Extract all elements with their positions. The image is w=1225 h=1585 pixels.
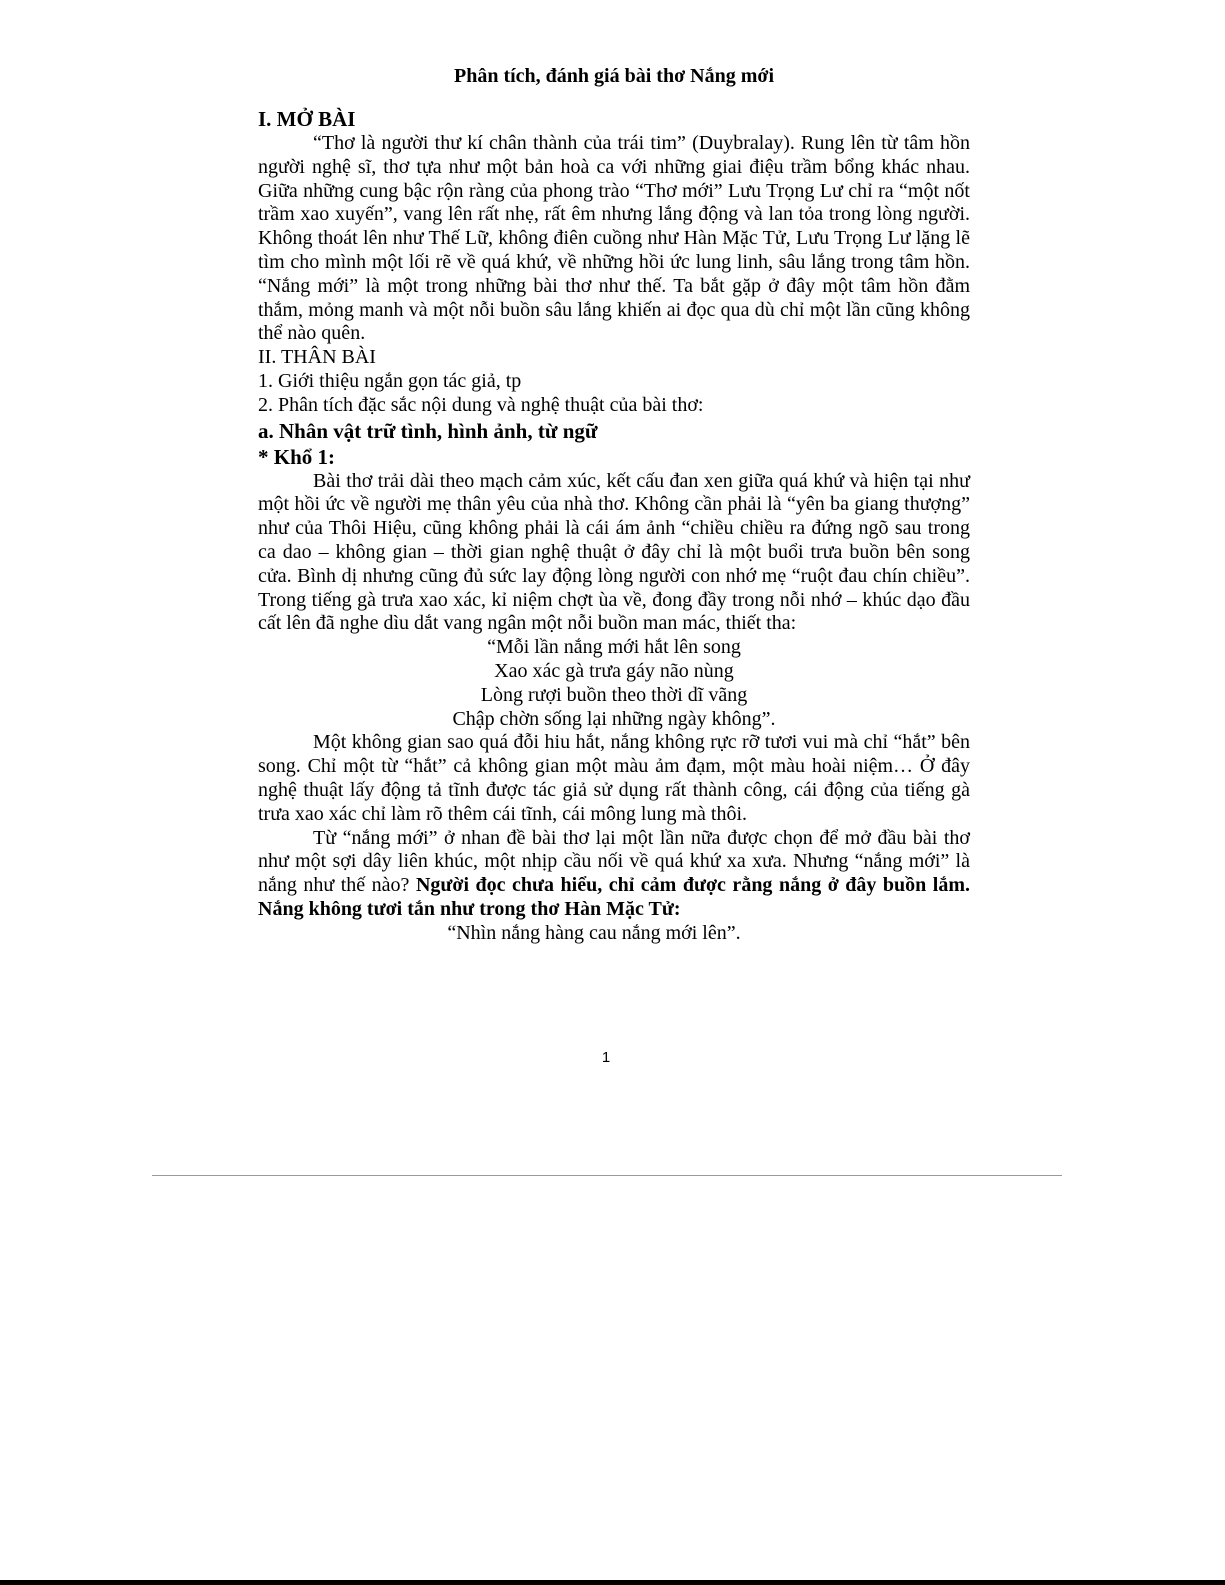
paragraph-nang-moi-text: Từ “nắng mới” ở nhan đề bài thơ lại một lần nữa được chọn để mở đầu bài thơ như một sợi dây liên khúc, một nhịp cầu nối về quá khứ xa xưa. Nhưng “nắng mới” là nắng như thế nào?	[258, 826, 970, 897]
section-heading-than-bai: II. THÂN BÀI	[258, 346, 376, 369]
page-number: 1	[601, 1049, 611, 1066]
section-heading-mo-bai: I. MỞ BÀI	[258, 107, 356, 131]
paragraph-kho-1: Bài thơ trải dài theo mạch cảm xúc, kết cấu đan xen giữa quá khứ và hiện tại như một hồi ức về người mẹ thân yêu của nhà thơ. Không cần phải là “yên ba giang thượng” như của Thôi Hiệu, cũng không phải là cái ám ảnh “chiều chiều ra đứng ngõ sau trong ca dao – không gian – thời gian nghệ thuật ở đây chỉ là một buổi trưa buồn bên song cửa. Bình dị nhưng cũng đủ sức lay động lòng người con nhớ mẹ “ruột đau chín chiều”. Trong tiếng gà trưa xao xác, kỉ niệm chợt ùa về, đong đầy trong nỗi nhớ – khúc dạo đầu cất lên đã nghe dìu dắt vang ngân một nỗi buồn man mác, thiết tha:	[258, 469, 970, 635]
poem-line: “Mỗi lần nắng mới hắt lên song	[487, 636, 741, 659]
poem-line: Chập chờn sống lại những ngày không”.	[452, 707, 776, 730]
stanza-heading-kho-1: * Khổ 1:	[258, 444, 336, 469]
bottom-border	[0, 1580, 1225, 1585]
paragraph-nang-moi	[258, 827, 970, 922]
paragraph-after-poem: Một không gian sao quá đỗi hiu hắt, nắng không rực rỡ tươi vui mà chỉ “hắt” bên song. Chỉ một từ “hắt” cả không gian một màu ảm đạm, một màu hoài niệm… Ở đây nghệ thuật lấy động tả tĩnh được tác giả sử dụng rất thành công, cái động của tiếng gà trưa xao xác chỉ làm rõ thêm cái tĩnh, cái mông lung mà thôi.	[258, 731, 970, 825]
page-divider	[152, 1175, 1062, 1176]
document-title: Phân tích, đánh giá bài thơ Nắng mới	[454, 65, 774, 87]
poem-quote	[258, 636, 970, 731]
poem-line: Xao xác gà trưa gáy não nùng	[494, 659, 734, 682]
document-page	[258, 62, 970, 946]
poem-line: Lòng rượi buồn theo thời dĩ vãng	[480, 683, 748, 706]
list-item-author-intro: 1. Giới thiệu ngắn gọn tác giả, tp	[258, 369, 522, 392]
subheading-character-imagery: a. Nhân vật trữ tình, hình ảnh, từ ngữ	[258, 418, 598, 443]
intro-paragraph: “Thơ là người thư kí chân thành của trái tim” (Duybralay). Rung lên từ tâm hồn người nghệ sĩ, thơ tựa như một bản hoà ca với những giai điệu trầm bổng khác nhau. Giữa những cung bậc rộn ràng của phong trào “Thơ mới” Lưu Trọng Lư chỉ ra “một nốt trầm xao xuyến”, vang lên rất nhẹ, rất êm nhưng lắng động và lan tỏa trong lòng người. Không thoát lên như Thế Lữ, không điên cuồng như Hàn Mặc Tử, Lưu Trọng Lư lặng lẽ tìm cho mình một lối rẽ về quá khứ, về những hồi ức lung linh, sâu lắng trong tâm hồn. “Nắng mới” là một trong những bài thơ như thế. Ta bắt gặp ở đây một tâm hồn đằm thắm, mỏng manh và một nỗi buồn sâu lắng khiến ai đọc qua dù chỉ một lần cũng không thể nào quên.	[258, 132, 970, 345]
quote-han-mac-tu: “Nhìn nắng hàng cau nắng mới lên”.	[447, 921, 741, 944]
list-item-analysis: 2. Phân tích đặc sắc nội dung và nghệ thuật của bài thơ:	[258, 393, 704, 416]
paragraph-nang-moi-bold-text: Người đọc chưa hiểu, chỉ cảm được rằng nắng ở đây buồn lắm. Nắng không tươi tắn như trong thơ Hàn Mặc Tử:	[258, 874, 971, 920]
